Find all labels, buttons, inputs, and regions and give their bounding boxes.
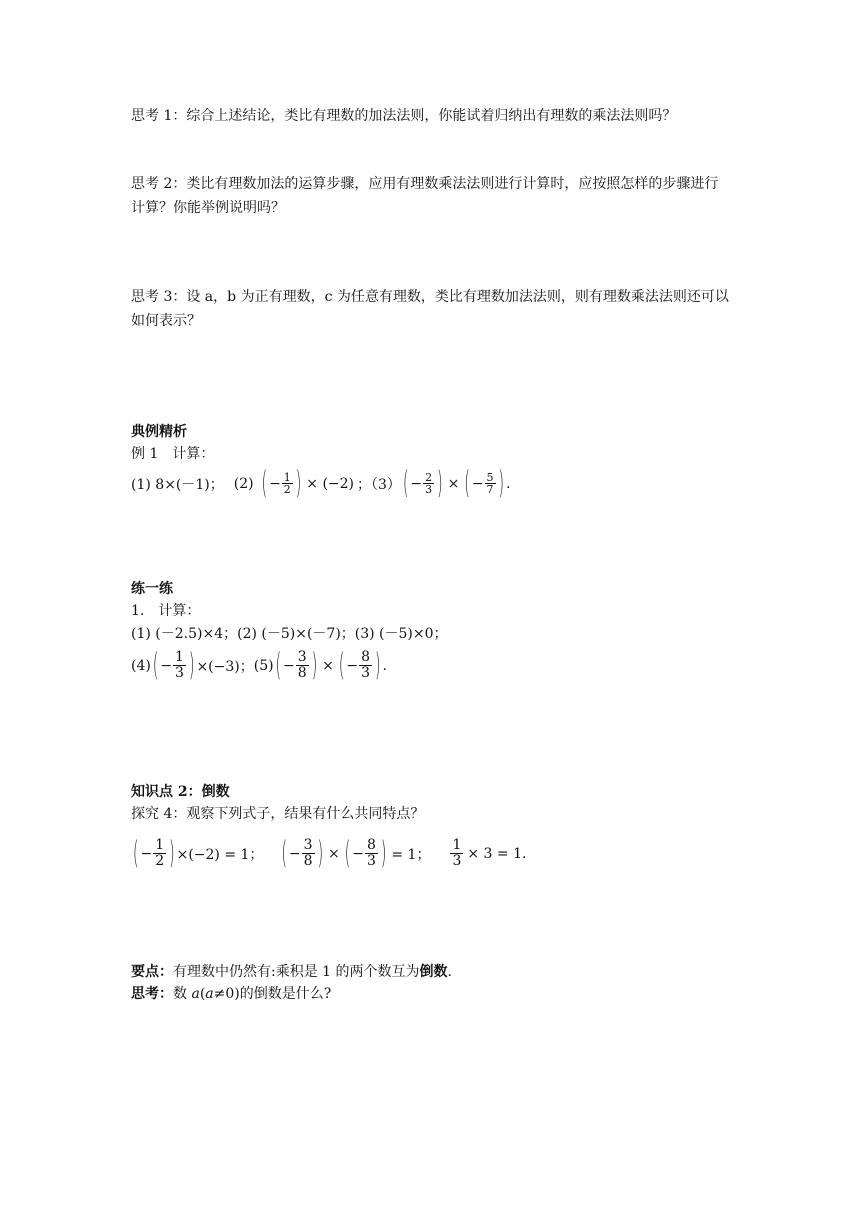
formula-3-rest: × 3 = 1. [467, 845, 527, 862]
variable-a: a [205, 986, 214, 1002]
fraction: $\frac{1}{2}$ [155, 837, 165, 869]
fraction: $\frac{1}{3}$ [175, 649, 184, 681]
variable-a: a [191, 986, 200, 1002]
think-reciprocal: 思考：数 a(a≠0)的倒数是什么? [131, 986, 332, 1002]
key-point-text: 有理数中仍然有:乘积是 1 的两个数互为 [173, 964, 420, 980]
formula-1-rest: ×(−2) = 1； [176, 846, 264, 863]
fraction: $\frac{3}{8}$ [303, 837, 313, 869]
think-label: 思考： [131, 986, 173, 1002]
explore-4: 探究 4：观察下列式子，结果有什么共同特点？ [131, 806, 425, 822]
practice-intro: 1. 计算： [131, 603, 201, 619]
key-point-label: 要点： [131, 964, 173, 980]
practice-label-5: (5) [253, 657, 274, 674]
fraction: $\frac{8}{3}$ [366, 837, 376, 869]
fraction: $\frac{5}{7}$ [486, 471, 494, 496]
practice-label-4: (4) [131, 657, 151, 674]
practice-rest-4: ×(−3)； [196, 658, 254, 675]
fraction: $\frac{8}{3}$ [361, 649, 371, 681]
knowledge-point-2-heading: 知识点 2：倒数 [131, 784, 230, 800]
fraction: $\frac{2}{3}$ [425, 471, 433, 496]
example-heading: 典例精析 [131, 424, 187, 440]
example1-formulas: (1) 8×(－1)； (2) ( − $\frac{1}{2}$ ) × (−2) ；（3） ( − $\frac{2}{3}$ ) × ( − $\frac{5}{7}$ ) . [131, 465, 511, 502]
example1-part2-rest: × (−2) [306, 475, 355, 492]
example1-part3-label: ；（3） [357, 476, 401, 493]
think-3: 思考 3：设 a，b 为正有理数，c 为任意有理数，类比有理数加法法则，则有理数乘法法则还可以如何表示？ [131, 289, 729, 329]
key-point: 要点：有理数中仍然有:乘积是 1 的两个数互为倒数. [131, 964, 452, 980]
fraction: $\frac{1}{3}$ [452, 837, 462, 869]
example1-part1: (1) 8×(－1)； [131, 476, 224, 493]
formula-2-rest: = 1； [391, 846, 431, 863]
example-intro: 例 1 计算： [131, 446, 215, 462]
think-1: 思考 1：综合上述结论，类比有理数的加法法则，你能试着归纳出有理数的乘法法则吗？ [131, 108, 677, 124]
practice-heading: 练一练 [131, 581, 173, 597]
fraction: $\frac{1}{2}$ [283, 471, 291, 496]
example1-part2-label: (2) [233, 475, 254, 492]
fraction: $\frac{3}{8}$ [297, 649, 307, 681]
think-2: 思考 2：类比有理数加法的运算步骤，应用有理数乘法法则进行计算时，应按照怎样的步骤进行计算？你能举例说明吗？ [131, 176, 719, 216]
practice-line-2: (4) ( − $\frac{1}{3}$ ) ×(−3)； (5) ( − $\frac{3}{8}$ ) × ( − $\frac{8}{3}$ ) . [131, 647, 387, 684]
explore-formulas: ( − $\frac{1}{2}$ ) ×(−2) = 1； ( − $\frac{3}{8}$ ) × ( − $\frac{8}{3}$ ) = 1； $\frac{1}{3}$ × 3 = 1. [133, 835, 527, 872]
key-point-term: 倒数 [419, 964, 448, 980]
practice-line-1: (1) (－2.5)×4；(2) (－5)×(－7)；(3) (－5)×0； [131, 626, 448, 642]
